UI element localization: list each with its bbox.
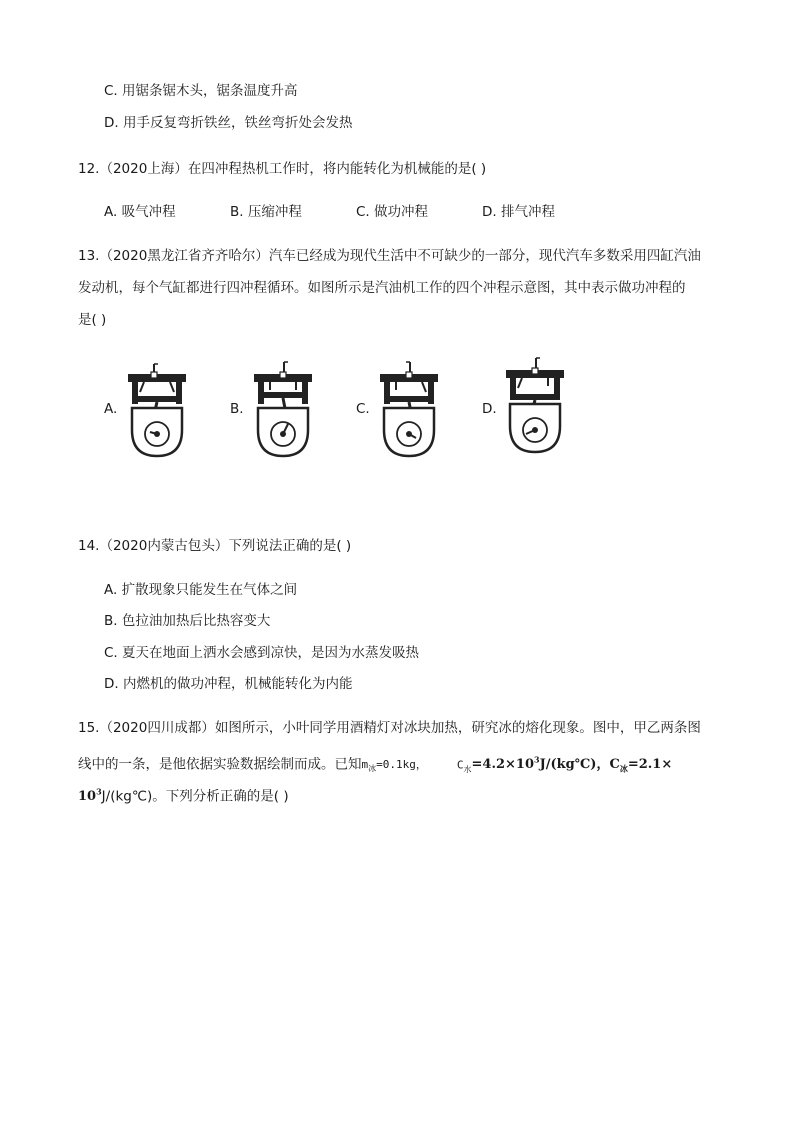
c-ice-value-tail: $10^3$ — [78, 787, 102, 805]
q14-option-d: D. 内燃机的做功冲程，机械能转化为内能 — [104, 676, 353, 692]
q14-option-c: C. 夏天在地面上洒水会感到凉快，是因为水蒸发吸热 — [104, 645, 420, 661]
q11-option-c: C. 用锯条锯木头，锯条温度升高 — [104, 83, 298, 99]
mass-formula: $m_冰=0.1kg$， — [361, 758, 427, 774]
figure-label-d: D. — [482, 401, 497, 417]
engine-diagram-d — [502, 354, 568, 454]
q13-stem-line1: 13.（2020黑龙江省齐齐哈尔）汽车已经成为现代生活中不可缺少的一部分，现代汽车多数采用四缸汽油 — [78, 248, 701, 264]
q14-option-a: A. 扩散现象只能发生在气体之间 — [104, 582, 298, 598]
engine-diagram-b — [250, 358, 316, 458]
q15-line2-text: 线中的一条，是他依据实验数据绘制而成。已知 — [78, 756, 362, 773]
q12-option-a: A. 吸气冲程 — [104, 204, 176, 220]
q12-option-d: D. 排气冲程 — [482, 204, 555, 220]
c-water-value: $=4.2\times 10^3J/(kg℃)$，$C_冰=2.1\times$ — [471, 755, 673, 774]
q12-option-c: C. 做功冲程 — [356, 204, 429, 220]
q15-stem-line1: 15.（2020四川成都）如图所示，小叶同学用酒精灯对冰块加热，研究冰的熔化现象。图中，甲乙两条图 — [78, 720, 701, 736]
q12-stem: 12.（2020上海）在四冲程热机工作时，将内能转化为机械能的是( ) — [78, 161, 487, 177]
figure-label-c: C. — [356, 401, 370, 417]
q12-option-b: B. 压缩冲程 — [230, 204, 302, 220]
c-water-sub: 水 — [463, 765, 472, 775]
figure-label-b: B. — [230, 401, 244, 417]
engine-diagram-c — [376, 358, 442, 458]
q13-stem-line3: 是( ) — [78, 312, 107, 328]
c-water-symbol: C — [456, 758, 464, 772]
q14-option-b: B. 色拉油加热后比热容变大 — [104, 613, 271, 629]
q13-stem-line2: 发动机，每个气缸都进行四冲程循环。如图所示是汽油机工作的四个冲程示意图，其中表示做功冲程的 — [78, 280, 686, 296]
q14-stem: 14.（2020内蒙古包头）下列说法正确的是( ) — [78, 538, 352, 554]
q15-stem-line2 — [78, 750, 672, 780]
q15-stem-line3: $10^3J/(kg℃)$。下列分析正确的是( ) — [78, 787, 289, 805]
engine-diagram-a — [124, 358, 190, 458]
figure-label-a: A. — [104, 401, 118, 417]
q11-option-d: D. 用手反复弯折铁丝，铁丝弯折处会发热 — [104, 115, 353, 131]
